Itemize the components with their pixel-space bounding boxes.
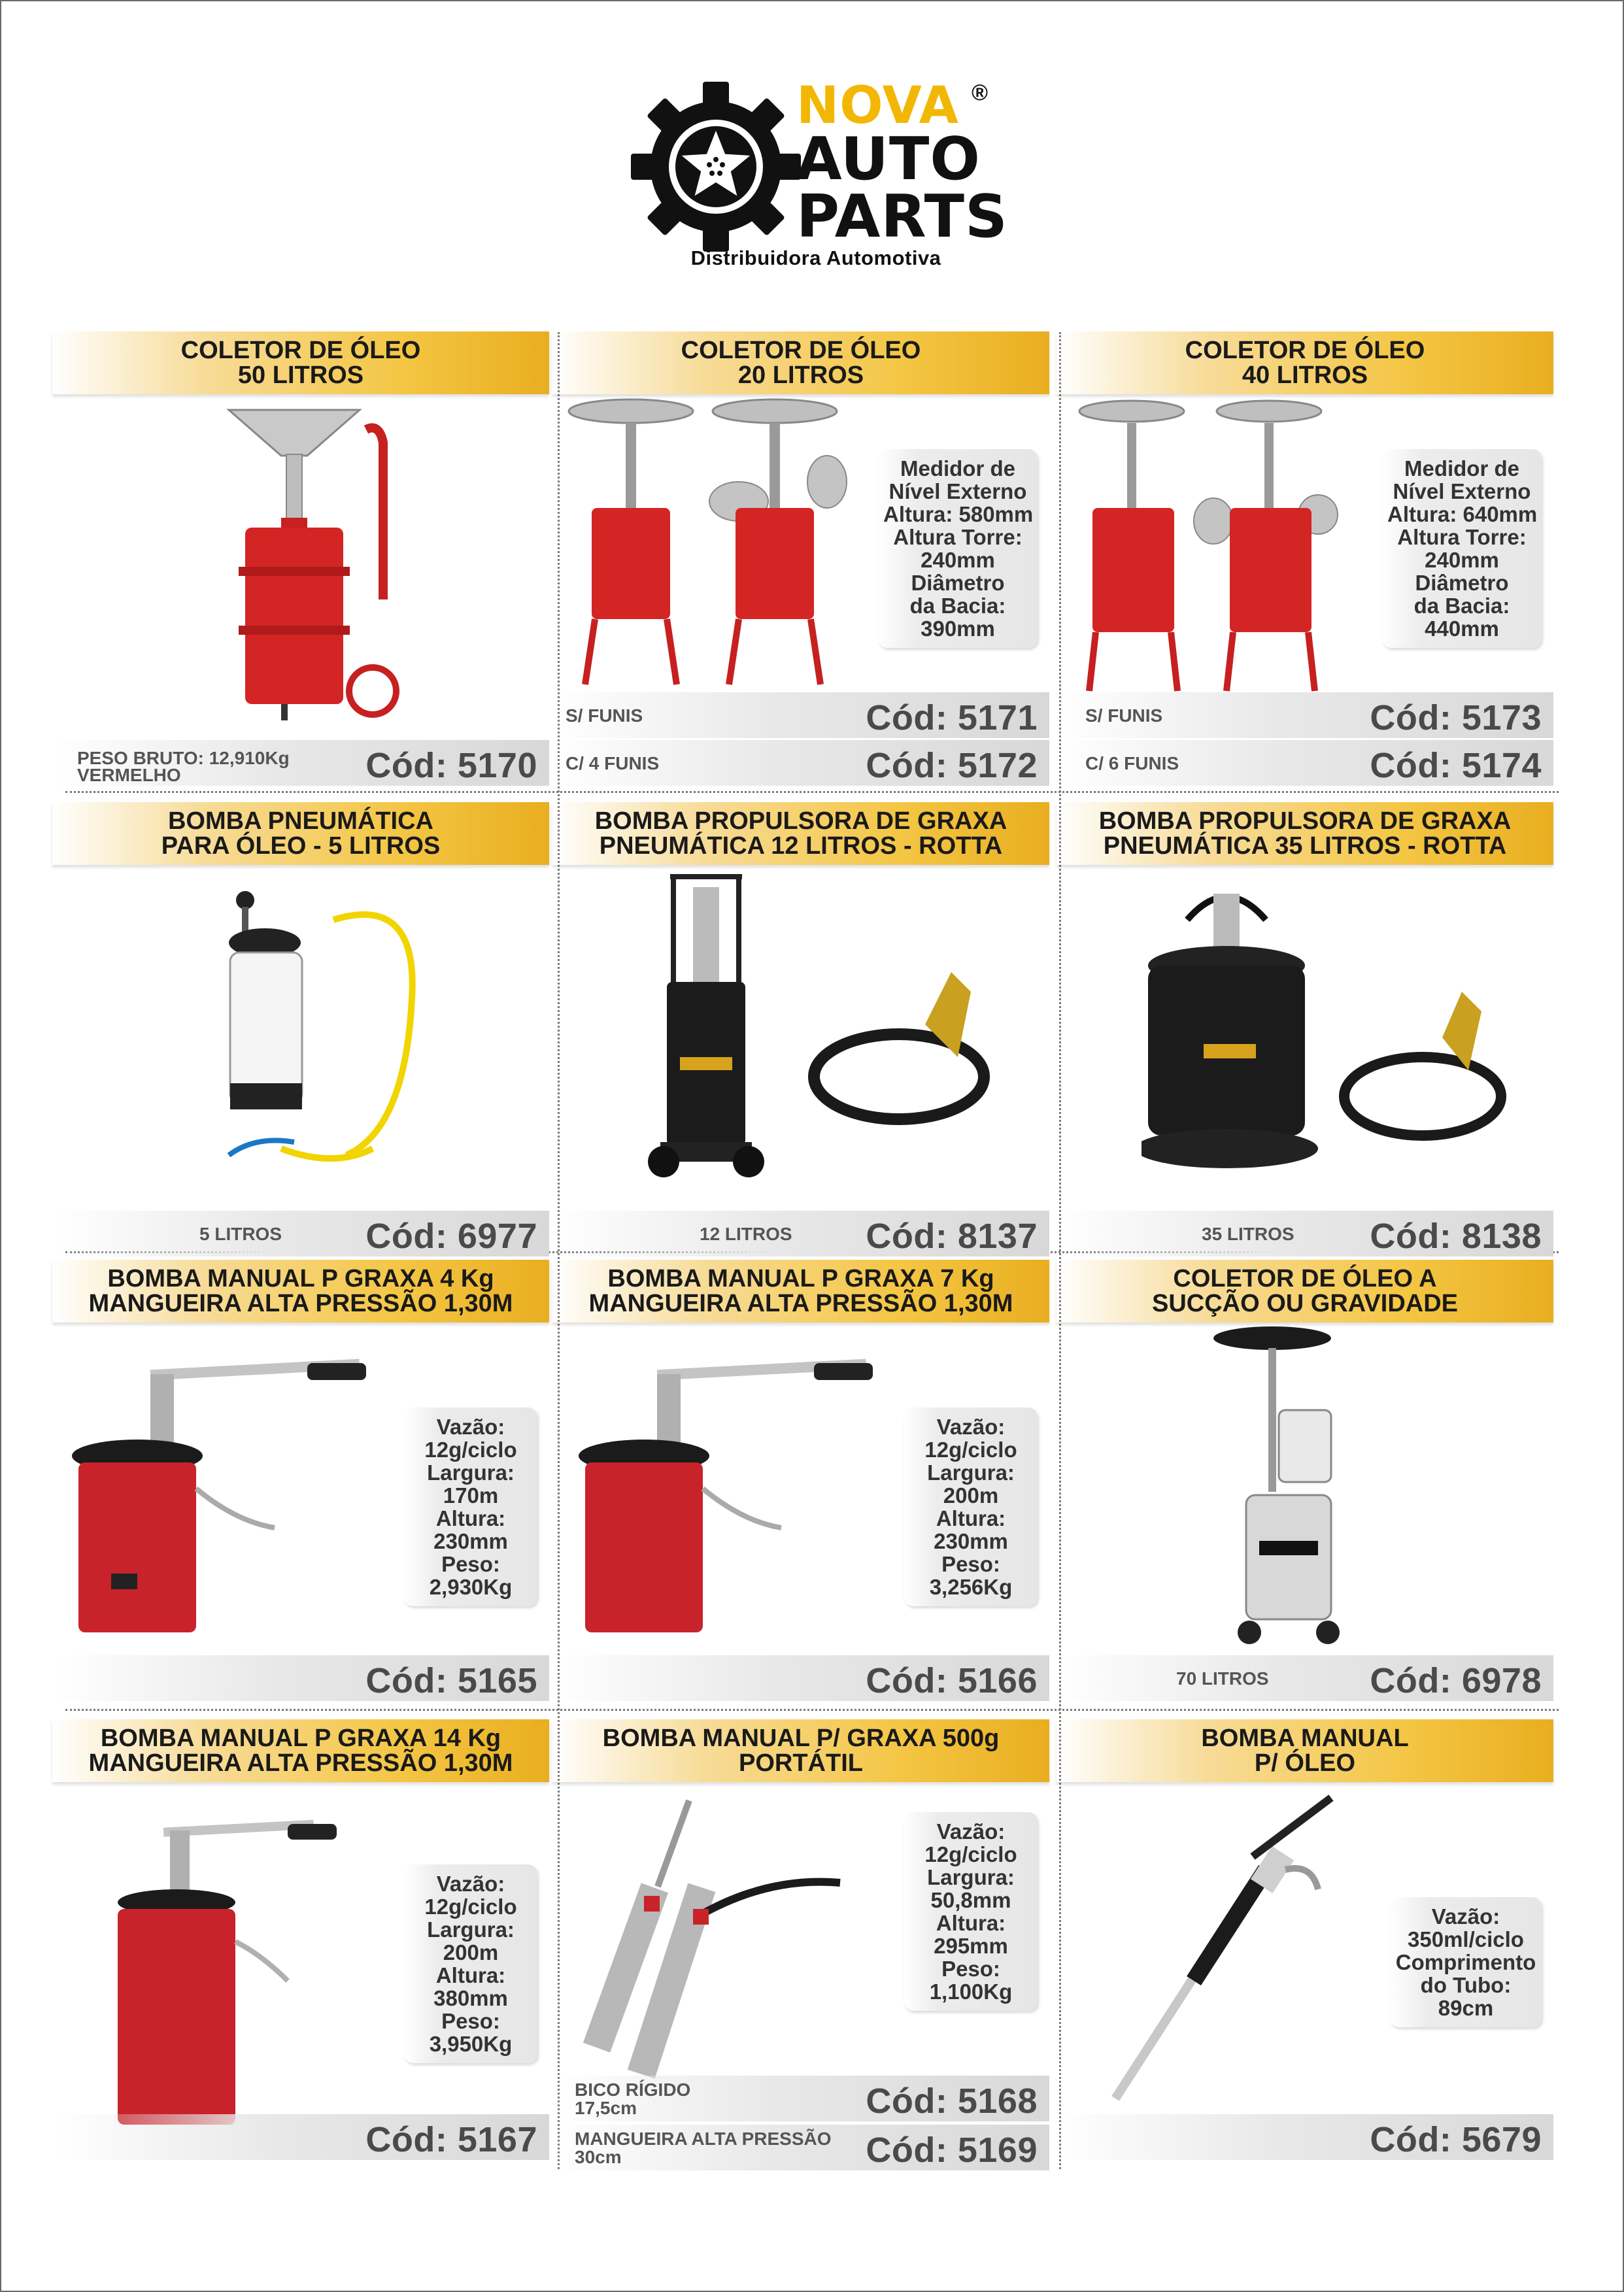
gear-wheel-logo-icon: [628, 78, 804, 255]
product-title-line1: BOMBA PNEUMÁTICA: [167, 807, 433, 835]
product-card-5171-5172[interactable]: [552, 331, 1049, 789]
product-title-banner: [52, 1719, 549, 1782]
manual-grease-pump-7kg-image: [572, 1358, 938, 1652]
product-title-line1: BOMBA PROPULSORA DE GRAXA: [1098, 807, 1512, 835]
product-title-line2: MANGUEIRA ALTA PRESSÃO 1,30M: [588, 1290, 1013, 1317]
grease-pump-35l-image: [1142, 874, 1521, 1194]
product-note: C/ 6 FUNIS: [1085, 753, 1179, 773]
product-code-bar: [552, 740, 1049, 786]
product-specs: Medidor de Nível Externo Altura: 640mm Altura Torre: 240mm Diâmetro da Bacia: 440mm: [1382, 449, 1542, 648]
product-title-line2: 40 LITROS: [1242, 362, 1368, 389]
product-card-5165[interactable]: [52, 1260, 549, 1717]
product-title-line2: PARA ÓLEO - 5 LITROS: [161, 832, 441, 860]
product-code: Cód: 8138: [1370, 1217, 1542, 1256]
product-title-line2: 20 LITROS: [737, 362, 864, 389]
product-note: MANGUEIRA ALTA PRESSÃO: [575, 2129, 832, 2149]
product-card-6978[interactable]: [1057, 1260, 1553, 1717]
product-code-bar: [552, 2125, 1049, 2170]
product-code: Cód: 5172: [866, 746, 1038, 785]
product-code: Cód: 5679: [1370, 2120, 1542, 2159]
brand-tagline: Distribuidora Automotiva: [690, 246, 941, 269]
product-card-8137[interactable]: [552, 802, 1049, 1260]
manual-grease-pump-14kg-image: [92, 1785, 431, 2138]
product-card-5173-5174[interactable]: [1057, 331, 1553, 789]
product-note: 17,5cm: [575, 2098, 637, 2118]
oil-collector-suction-image: [1213, 1325, 1383, 1652]
product-code-bar: [1057, 1655, 1553, 1701]
product-code-bar: [52, 2114, 549, 2160]
product-card-8138[interactable]: [1057, 802, 1553, 1260]
product-specs: Vazão: 12g/ciclo Largura: 200m Altura: 230mm Peso: 3,256Kg: [904, 1407, 1038, 1606]
product-code-bar: [552, 2076, 1049, 2121]
oil-drain-collector-image: [216, 403, 412, 724]
product-title-line2: PNEUMÁTICA 12 LITROS - ROTTA: [599, 832, 1003, 860]
product-card-5167[interactable]: [52, 1719, 549, 2177]
product-note: 30cm: [575, 2147, 622, 2167]
product-code: Cód: 5171: [866, 698, 1038, 737]
product-title-line1: BOMBA MANUAL P/ GRAXA 500g: [602, 1725, 1000, 1752]
product-title-banner: [1057, 331, 1553, 394]
product-note: S/ FUNIS: [1085, 705, 1163, 726]
product-code: Cód: 6978: [1370, 1661, 1542, 1700]
product-title-line2: PNEUMÁTICA 35 LITROS - ROTTA: [1103, 832, 1507, 860]
manual-oil-pump-image: [1089, 1785, 1383, 2112]
product-code: Cód: 5167: [365, 2120, 537, 2159]
product-specs: Vazão: 12g/ciclo Largura: 200m Altura: 380mm Peso: 3,950Kg: [404, 1864, 537, 2063]
product-specs: Medidor de Nível Externo Altura: 580mm Altura Torre: 240mm Diâmetro da Bacia: 390mm: [878, 449, 1038, 648]
product-title-banner: [52, 802, 549, 865]
product-title-line2: MANGUEIRA ALTA PRESSÃO 1,30M: [88, 1290, 513, 1317]
product-note: 70 LITROS: [1176, 1668, 1269, 1689]
oil-collector-40l-image: [1076, 397, 1351, 704]
product-code: Cód: 5169: [866, 2131, 1038, 2170]
product-code: Cód: 5173: [1370, 698, 1542, 737]
product-title-line2: P/ ÓLEO: [1254, 1749, 1356, 1777]
product-code: Cód: 5170: [365, 746, 537, 785]
product-code-bar: [1057, 1211, 1553, 1256]
brand-logo: [628, 75, 1008, 271]
product-card-5166[interactable]: [552, 1260, 1049, 1717]
product-code-bar: [552, 1655, 1049, 1701]
oil-collector-20l-image: [566, 397, 873, 704]
product-title-line1: COLETOR DE ÓLEO: [681, 337, 921, 364]
product-code: Cód: 6977: [365, 1217, 537, 1256]
brand-word-parts: PARTS: [796, 182, 1008, 251]
product-card-6977[interactable]: [52, 802, 549, 1260]
product-note: PESO BRUTO: 12,910Kg: [77, 748, 290, 768]
registered-mark: ®: [972, 80, 989, 105]
product-card-5170[interactable]: [52, 331, 549, 789]
product-note: 35 LITROS: [1202, 1224, 1294, 1244]
product-title-line2: MANGUEIRA ALTA PRESSÃO 1,30M: [88, 1749, 513, 1777]
brand-word-nova: NOVA: [796, 76, 959, 135]
product-note: S/ FUNIS: [566, 705, 643, 726]
product-code-bar: [52, 740, 549, 786]
product-title-banner: [52, 1260, 549, 1323]
product-code-bar: [52, 1655, 549, 1701]
manual-grease-pump-4kg-image: [65, 1358, 431, 1652]
product-title-banner: [1057, 802, 1553, 865]
product-code: Cód: 5168: [866, 2081, 1038, 2121]
product-code-bar: [1057, 740, 1553, 786]
product-note: C/ 4 FUNIS: [566, 753, 660, 773]
product-note: 5 LITROS: [199, 1224, 282, 1244]
product-code: Cód: 5165: [365, 1661, 537, 1700]
product-title-line2: 50 LITROS: [237, 362, 364, 389]
product-title-line1: COLETOR DE ÓLEO: [1185, 337, 1425, 364]
product-code: Cód: 5166: [866, 1661, 1038, 1700]
product-specs: Vazão: 12g/ciclo Largura: 170m Altura: 230mm Peso: 2,930Kg: [404, 1407, 537, 1606]
product-title-line1: BOMBA MANUAL P GRAXA 14 Kg: [100, 1725, 501, 1752]
product-title-banner: [552, 802, 1049, 865]
product-code-bar: [1057, 692, 1553, 738]
product-card-5679[interactable]: [1057, 1719, 1553, 2177]
product-title-banner: [552, 1260, 1049, 1323]
product-title-banner: [52, 331, 549, 394]
product-title-line1: COLETOR DE ÓLEO: [180, 337, 421, 364]
product-code-bar: [552, 1211, 1049, 1256]
product-title-banner: [552, 331, 1049, 394]
pneumatic-oil-pump-image: [203, 868, 477, 1194]
grease-pump-12l-image: [644, 868, 1010, 1194]
brand-word-auto: AUTO: [796, 125, 981, 194]
product-code-bar: [1057, 2114, 1553, 2160]
product-note: 12 LITROS: [700, 1224, 792, 1244]
product-title-banner: [552, 1719, 1049, 1782]
product-title-line2: SUCÇÃO OU GRAVIDADE: [1152, 1290, 1458, 1317]
product-title-line1: COLETOR DE ÓLEO A: [1173, 1265, 1437, 1292]
product-note: VERMELHO: [77, 765, 181, 785]
product-title-line1: BOMBA PROPULSORA DE GRAXA: [594, 807, 1007, 835]
product-code-bar: [52, 1211, 549, 1256]
product-card-5168-5169[interactable]: [552, 1719, 1049, 2177]
product-specs: Vazão: 12g/ciclo Largura: 50,8mm Altura: 295mm Peso: 1,100Kg: [904, 1812, 1038, 2011]
product-code: Cód: 8137: [866, 1217, 1038, 1256]
product-title-line2: PORTÁTIL: [739, 1749, 863, 1777]
product-title-line1: BOMBA MANUAL P GRAXA 7 Kg: [607, 1265, 994, 1292]
product-specs: Vazão: 350ml/ciclo Comprimento do Tubo: 89cm: [1390, 1897, 1542, 2027]
product-code-bar: [552, 692, 1049, 738]
product-title-banner: [1057, 1260, 1553, 1323]
portable-grease-gun-image: [572, 1785, 873, 2125]
product-note: BICO RÍGIDO: [575, 2080, 691, 2100]
product-title-line1: BOMBA MANUAL: [1201, 1725, 1409, 1752]
row-divider: [65, 791, 1559, 793]
product-code: Cód: 5174: [1370, 746, 1542, 785]
product-title-line1: BOMBA MANUAL P GRAXA 4 Kg: [107, 1265, 494, 1292]
product-title-banner: [1057, 1719, 1553, 1782]
